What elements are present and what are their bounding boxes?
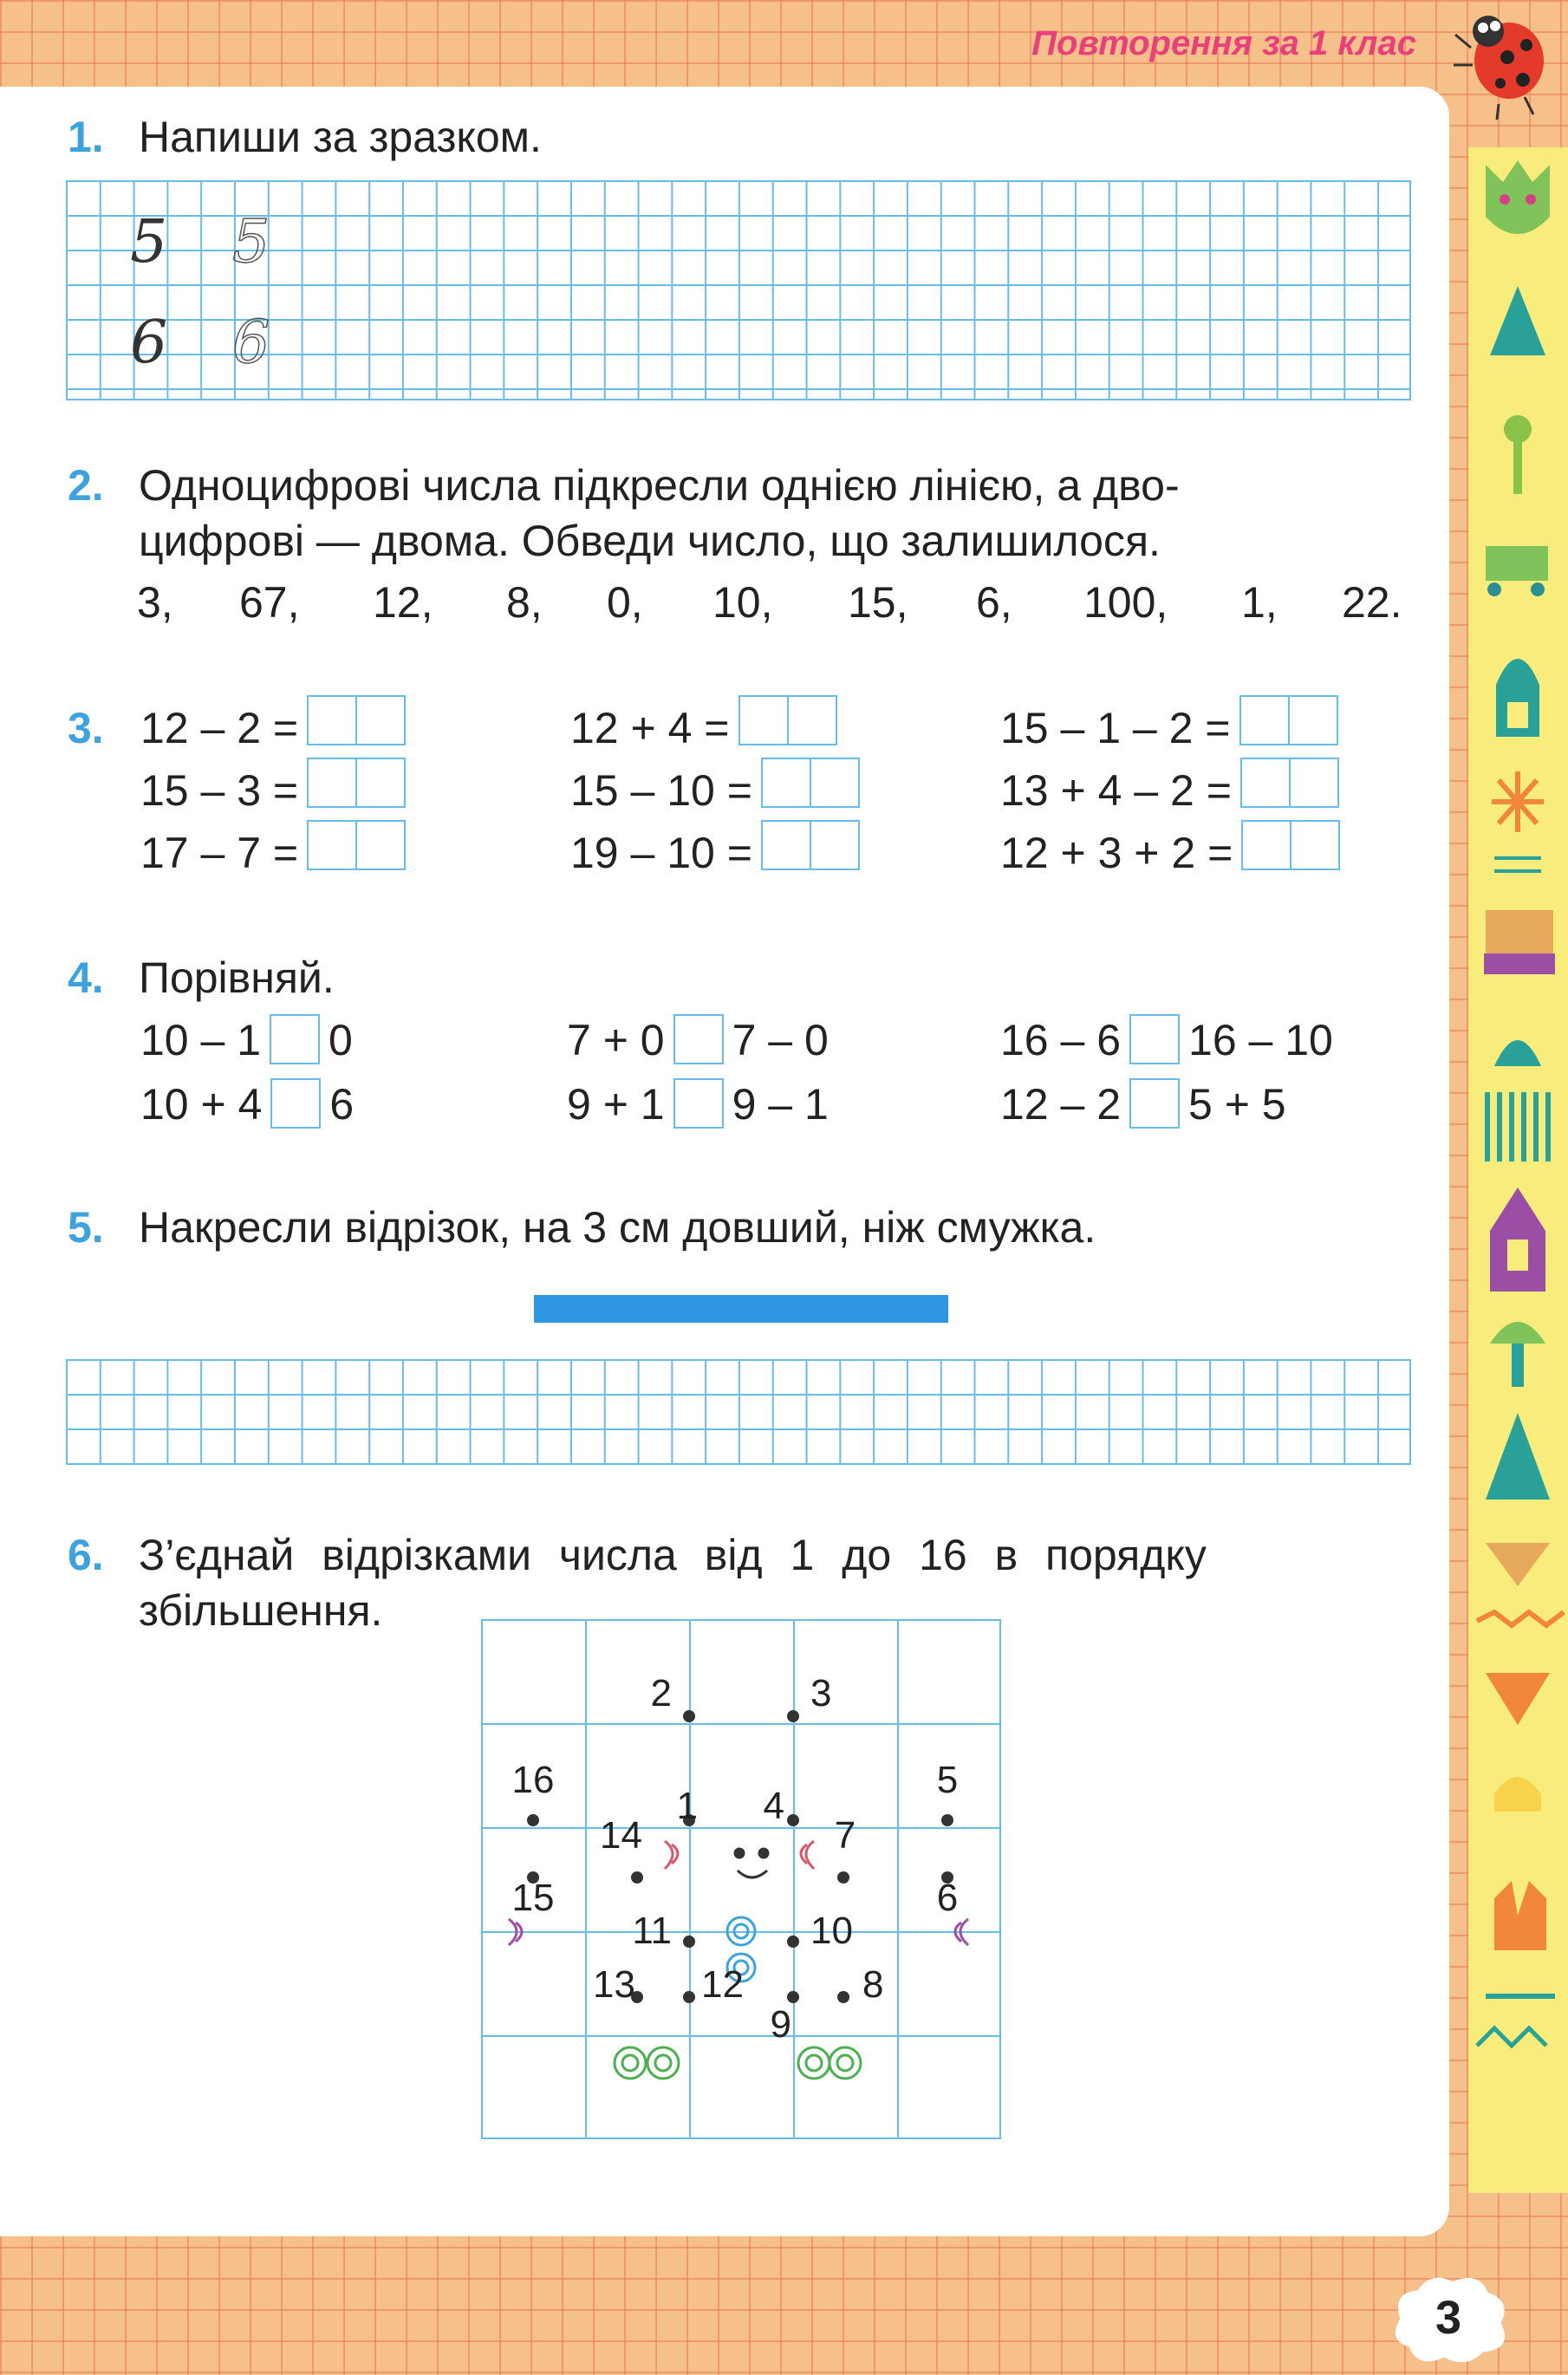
compare-box[interactable] [270,1014,320,1064]
equation-text: 12 – 2 = [140,704,299,752]
compare-left: 16 – 6 [1000,1016,1122,1064]
compare-right: 16 – 10 [1188,1016,1333,1064]
dot-10[interactable] [787,1936,799,1948]
compare-left: 10 – 1 [140,1016,262,1064]
compare-right: 5 + 5 [1188,1080,1286,1129]
dot-2[interactable] [683,1710,695,1722]
comparison [567,1077,829,1132]
dot-label: 8 [862,1963,884,2006]
compare-right: 9 – 1 [732,1080,829,1129]
dot-label: 2 [650,1672,672,1715]
compare-left: 12 – 2 [1000,1080,1122,1129]
answer-boxes[interactable] [738,695,836,758]
dot-label: 12 [701,1963,744,2006]
compare-box[interactable] [673,1014,724,1064]
sample-digit: 6 [130,309,168,377]
task-4 [68,950,1537,1005]
dot-4[interactable] [787,1814,799,1826]
dot-label: 3 [810,1672,832,1715]
task-1-text: Напиши за зразком. [139,113,542,161]
compare-box[interactable] [1129,1078,1180,1129]
task-6-line2: збільшення. [139,1586,383,1635]
shoes [615,2047,861,2079]
trace-digit: 5 [232,208,270,277]
dot-14[interactable] [631,1871,643,1884]
equation [570,825,858,883]
dot-8[interactable] [837,1991,849,2003]
page-number-badge [1383,2267,1513,2371]
equation [1000,763,1337,821]
list-number[interactable]: 12, [373,578,433,627]
dot-3[interactable] [787,1710,799,1722]
drawing-grid[interactable] [66,1359,1411,1465]
compare-left: 9 + 1 [567,1080,665,1129]
comparison [1000,1012,1333,1068]
list-number[interactable]: 1, [1241,578,1278,627]
trace-digit: 6 [232,309,270,377]
task-5 [68,1200,1537,1255]
dot-11[interactable] [683,1936,695,1948]
dot-label: 1 [676,1785,698,1827]
list-number[interactable]: 22. [1342,578,1402,627]
list-number[interactable]: 3, [137,578,173,627]
dot-label: 11 [632,1910,672,1952]
blue-strip [534,1295,948,1323]
list-number[interactable]: 10, [712,578,773,627]
task-1 [68,109,1537,165]
task-2-line1: Одноцифрові числа підкресли однією лінією, а дво- [139,461,1180,510]
equation-text: 19 – 10 = [570,829,752,877]
dot-label: 9 [770,2003,791,2046]
task-2 [68,458,1537,569]
answer-boxes[interactable] [761,758,858,821]
list-number[interactable]: 67, [239,578,300,627]
face-drawing [735,1849,768,1877]
compare-right: 6 [329,1080,355,1129]
compare-right: 0 [329,1016,353,1064]
answer-boxes[interactable] [307,820,404,883]
dot-9[interactable] [787,1991,799,2003]
equation-text: 13 + 4 – 2 = [1000,766,1232,815]
answer-boxes[interactable] [1239,695,1337,758]
task-number: 2. [68,461,104,510]
equation [570,763,858,821]
answer-boxes[interactable] [307,758,404,821]
equation [570,700,836,758]
compare-left: 10 + 4 [140,1080,263,1129]
dot-12[interactable] [683,1991,695,2003]
compare-box[interactable] [270,1078,321,1129]
comparison [140,1012,353,1068]
equation [140,825,404,883]
dot-16[interactable] [527,1814,539,1826]
task-6-line1: З’єднай відрізками числа від 1 до 16 в порядку [139,1531,1207,1579]
task-number: 4. [68,953,104,1002]
task-number: 6. [68,1531,104,1579]
comparison [567,1012,829,1068]
compare-left: 7 + 0 [567,1016,665,1064]
equation-text: 15 – 3 = [140,766,299,815]
task-2-line2: цифрові — двома. Обведи число, що залишилося. [139,517,1161,565]
list-number[interactable]: 6, [976,578,1012,627]
connect-dots-grid[interactable] [481,1619,1001,2139]
dot-label: 5 [936,1759,959,1801]
compare-right: 7 – 0 [732,1016,829,1064]
equation [1000,700,1337,758]
equation-text: 15 – 1 – 2 = [1000,704,1231,752]
task-number: 3. [68,704,104,752]
comparison [1000,1077,1286,1132]
numbered-dots [512,1672,959,2046]
section-title: Повторення за 1 клас [1031,24,1416,62]
list-number[interactable]: 0, [607,578,643,627]
dot-label: 16 [511,1759,555,1801]
equation [140,700,404,758]
dot-label: 10 [810,1910,853,1952]
dot-label: 13 [593,1963,635,2006]
equation-text: 12 + 4 = [570,704,730,752]
dot-label: 7 [834,1814,856,1857]
compare-box[interactable] [1129,1014,1180,1064]
task-5-text: Накресли відрізок, на 3 см довший, ніж смужка. [139,1203,1096,1252]
equation-text: 15 – 10 = [570,766,752,815]
answer-boxes[interactable] [1241,820,1338,883]
comparison [140,1077,354,1132]
list-number[interactable]: 15, [848,578,908,627]
page-number: 3 [1435,2292,1462,2344]
answer-boxes[interactable] [307,695,404,758]
answer-boxes[interactable] [1240,758,1337,821]
dot-label: 6 [936,1877,959,1919]
task-number: 5. [68,1203,104,1252]
equation-text: 12 + 3 + 2 = [1000,829,1233,877]
compare-box[interactable] [673,1078,724,1129]
dot-5[interactable] [941,1814,953,1826]
task-4-text: Порівняй. [139,953,335,1002]
equation [140,763,404,821]
dot-label: 15 [511,1877,555,1919]
dot-label: 14 [600,1814,642,1857]
list-number[interactable]: 8, [506,578,543,627]
answer-boxes[interactable] [761,820,858,883]
dot-7[interactable] [837,1871,849,1884]
list-number[interactable]: 100, [1083,578,1168,627]
dot-label: 4 [763,1785,784,1827]
equation-text: 17 – 7 = [140,829,299,877]
decorative-side-strip [1468,147,1568,2193]
ladybug-icon [1447,0,1559,121]
task-number: 1. [68,113,104,161]
sample-digit: 5 [130,208,168,277]
equation [1000,825,1338,883]
